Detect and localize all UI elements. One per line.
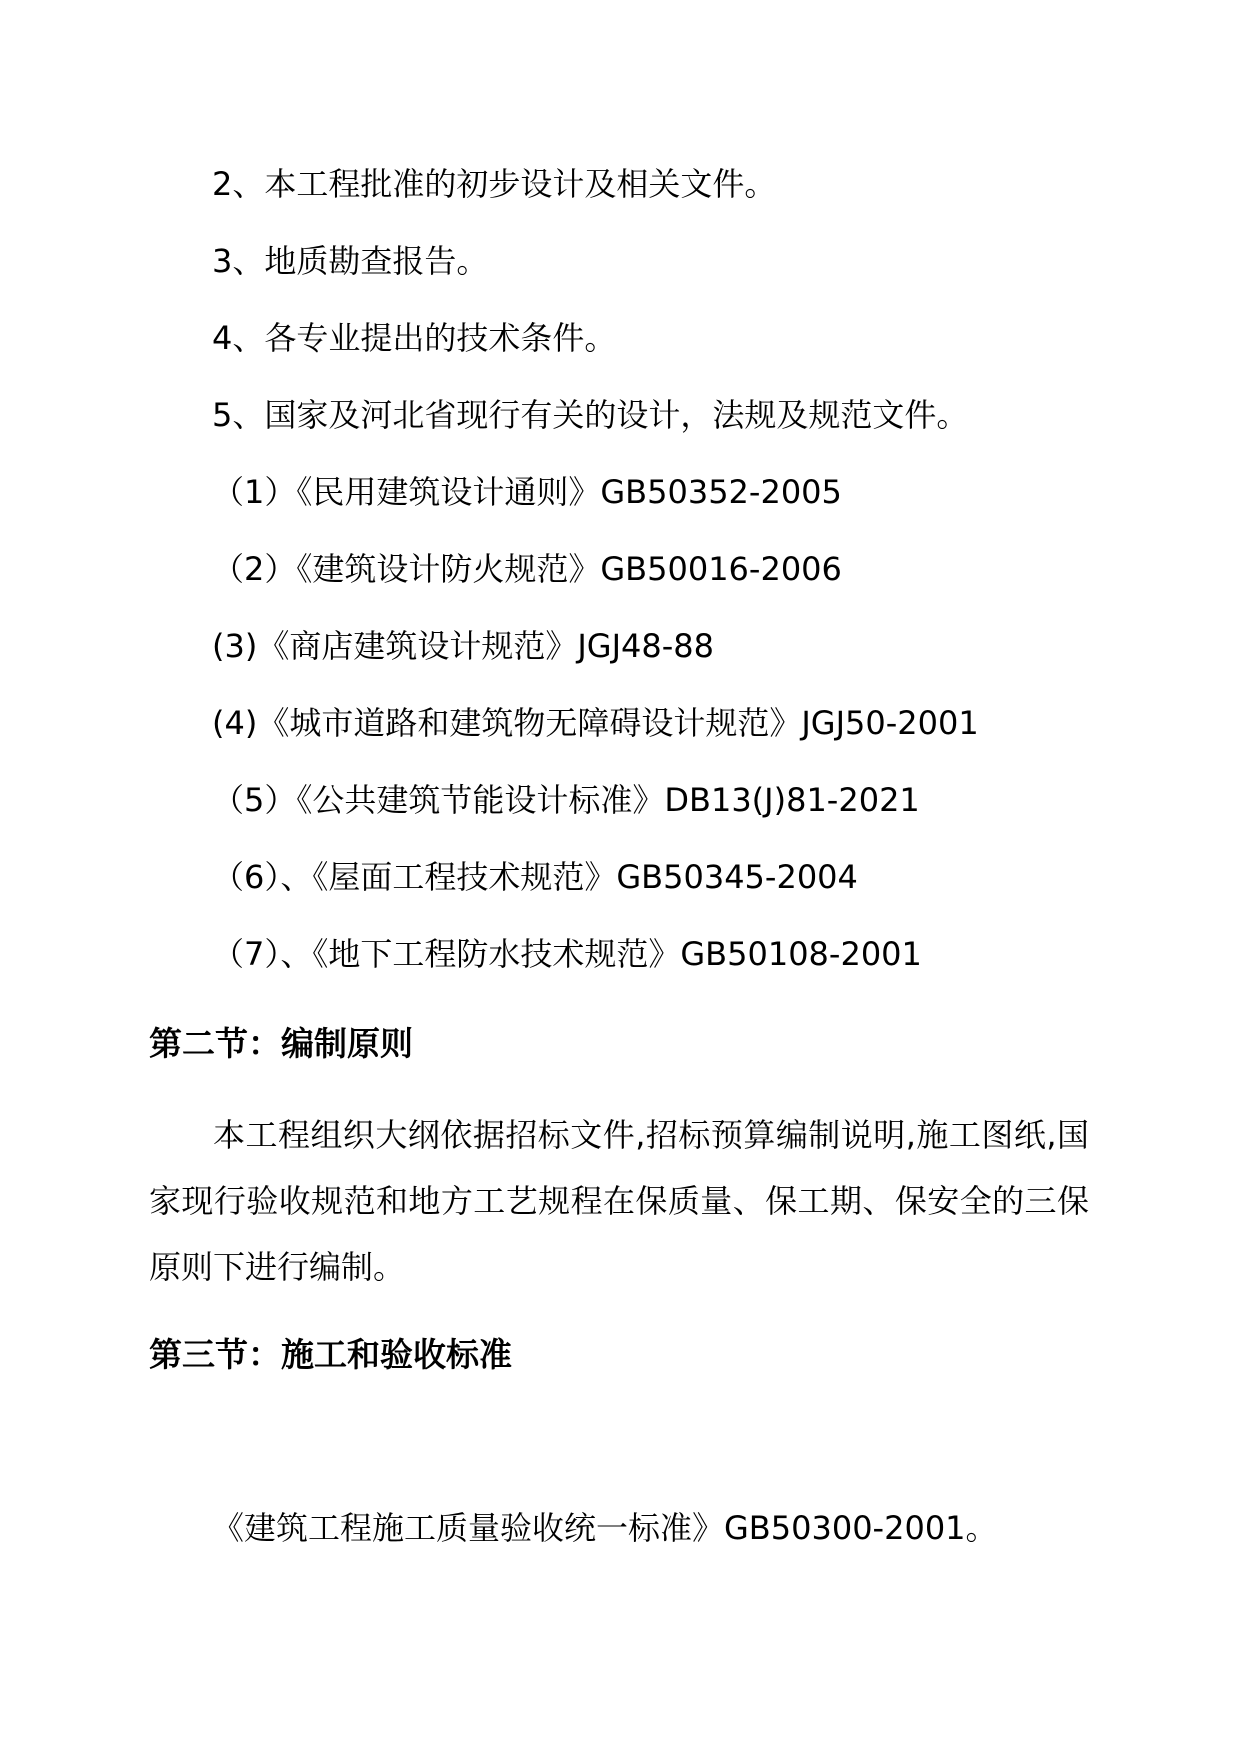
standard-item-4: (4)《城市道路和建筑物无障碍设计规范》JGJ50-2001 (212, 704, 979, 742)
basis-item-5: 5、国家及河北省现行有关的设计，法规及规范文件。 (212, 396, 969, 434)
section-heading-standards: 第三节：施工和验收标准 (149, 1335, 512, 1374)
section-heading-principles: 第二节：编制原则 (149, 1024, 413, 1063)
basis-item-3: 3、地质勘查报告。 (212, 242, 489, 280)
standard-item-1: （1）《民用建筑设计通则》GB50352-2005 (212, 473, 842, 511)
standard-item-5: （5）《公共建筑节能设计标准》DB13(J)81-2021 (212, 781, 920, 819)
standard-item-6: （6）、《屋面工程技术规范》GB50345-2004 (212, 858, 858, 896)
acceptance-standard-item: 《建筑工程施工质量验收统一标准》GB50300-2001。 (212, 1509, 998, 1547)
basis-item-4: 4、各专业提出的技术条件。 (212, 319, 617, 357)
standard-item-7: （7）、《地下工程防水技术规范》GB50108-2001 (212, 935, 922, 973)
standard-item-3: (3)《商店建筑设计规范》JGJ48-88 (212, 627, 714, 665)
principles-paragraph: 本工程组织大纲依据招标文件,招标预算编制说明,施工图纸,国家现行验收规范和地方工艺规程在保质量、保工期、保安全的三保原则下进行编制。 (149, 1116, 1089, 1286)
standard-item-2: （2）《建筑设计防火规范》GB50016-2006 (212, 550, 842, 588)
basis-item-2: 2、本工程批准的初步设计及相关文件。 (212, 165, 777, 203)
